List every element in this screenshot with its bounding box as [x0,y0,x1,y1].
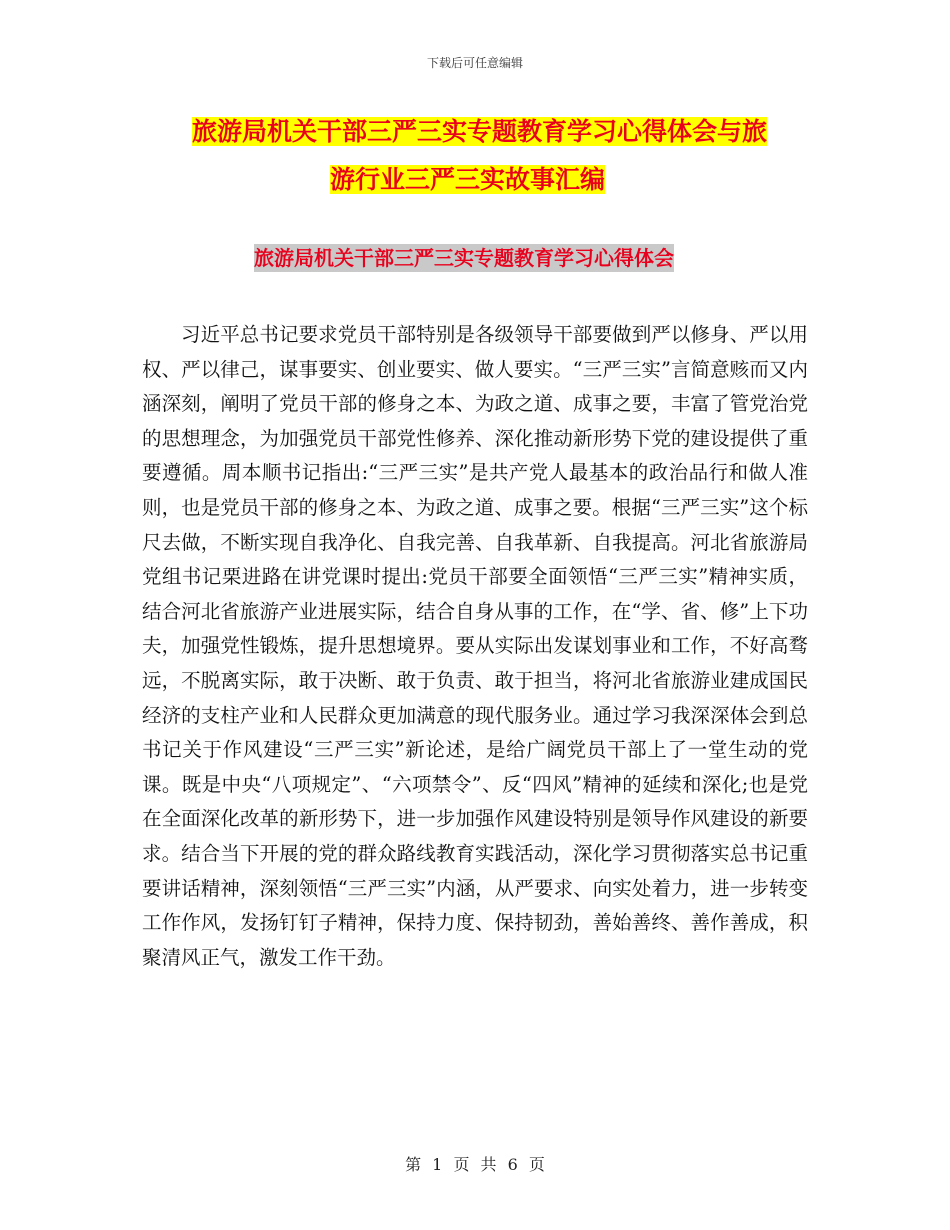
title-line-2: 游行业三严三实故事汇编 [330,165,606,194]
section-subtitle: 旅游局机关干部三严三实专题教育学习心得体会 [254,246,674,270]
header-note: 下载后可任意编辑 [426,56,523,70]
page-number-footer: 第 1 页 共 6 页 [405,1155,545,1174]
body-paragraph: 习近平总书记要求党员干部特别是各级领导干部要做到严以修身、严以用权、严以律己，谋事要实、创业要实、做人要实。“三严三实”言简意赅而又内涵深刻，阐明了党员干部的修身之本、为政之道、成事之要，丰富了管党治党的思想理念，为加强党员干部党性修养、深化推动新形势下党的建设提供了重要遵循。周本顺书记指出:“三严三实”是共产党人最基本的政治品行和做人准则，也是党员干部的修身之本、为政之道、成事之要。根据“三严三实”这个标尺去做，不断实现自我净化、自我完善、自我革新、自我提高。河北省旅游局党组书记栗进路在讲党课时提出:党员干部要全面领悟“三严三实”精神实质，结合河北省旅游产业进展实际，结合自身从事的工作，在“学、省、修”上下功夫，加强党性锻炼，提升思想境界。要从实际出发谋划事业和工作，不好高骛远，不脱离实际，敢于决断、敢于负责、敢于担当，将河北省旅游业建成国民经济的支柱产业和人民群众更加满意的现代服务业。通过学习我深深体会到总书记关于作风建设“三严三实”新论述，是给广阔党员干部上了一堂生动的党课。既是中央“八项规定”、“六项禁令”、反“四风”精神的延续和深化;也是党在全面深化改革的新形势下，进一步加强作风建设特别是领导作风建设的新要求。结合当下开展的党的群众路线教育实践活动，深化学习贯彻落实总书记重要讲话精神，深刻领悟“三严三实”内涵，从严要求、向实处着力，进一步转变工作作风，发扬钉钉子精神，保持力度、保持韧劲，善始善终、善作善成，积聚清风正气，激发工作干劲。 [142,323,808,969]
title-line-1: 旅游局机关干部三严三实专题教育学习心得体会与旅 [192,117,768,146]
document-title [180,108,810,204]
